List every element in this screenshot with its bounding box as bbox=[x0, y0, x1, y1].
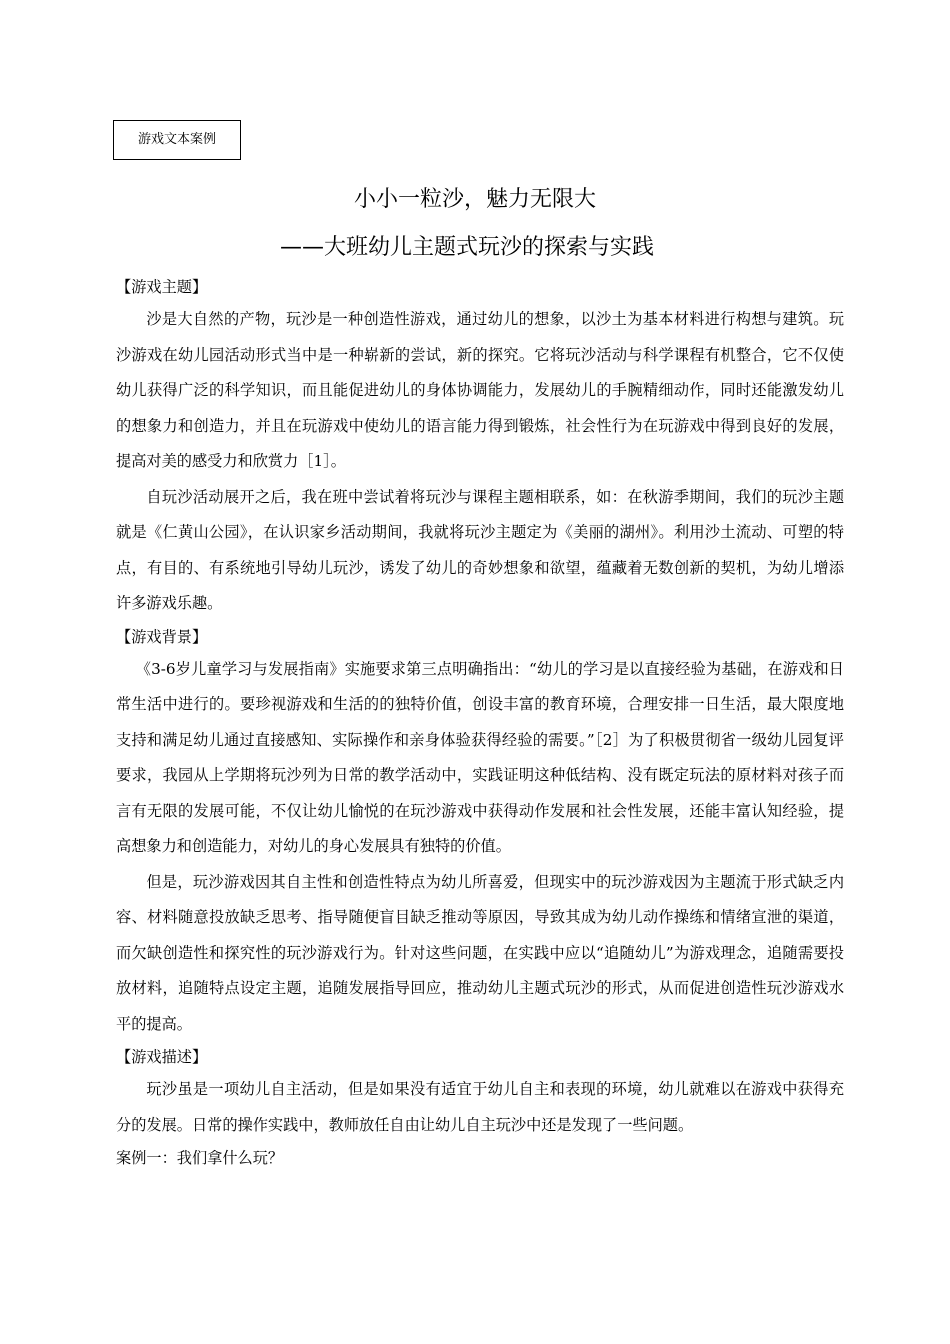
section-heading-background: 【游戏背景】 bbox=[116, 627, 208, 646]
paragraph: 沙是大自然的产物，玩沙是一种创造性游戏，通过幼儿的想象，以沙土为基本材料进行构想与建筑。玩沙游戏在幼儿园活动形式当中是一种崭新的尝试，新的探究。它将玩沙活动与科学课程有机整合，它不仅使幼儿获得广泛的科学知识，而且能促进幼儿的身体协调能力，发展幼儿的手腕精细动作，同时还能激发幼儿的想象力和创造力，并且在玩游戏中使幼儿的语言能力得到锻炼，社会性行为在玩游戏中得到良好的发展，提高对美的感受力和欣赏力［1］。 bbox=[116, 310, 844, 470]
paragraph: 《3-6岁儿童学习与发展指南》实施要求第三点明确指出：“幼儿的学习是以直接经验为基础，在游戏和日常生活中进行的。要珍视游戏和生活的的独特价值，创设丰富的教育环境，合理安排一日生活，最大限度地支持和满足幼儿通过直接感知、实际操作和亲身体验获得经验的需要。”［2］为了积极贯彻省一级幼儿园复评要求，我园从上学期将玩沙列为日常的教学活动中，实践证明这种低结构、没有既定玩法的原材料对孩子而言有无限的发展可能，不仅让幼儿愉悦的在玩沙游戏中获得动作发展和社会性发展，还能丰富认知经验，提高想象力和创造能力，对幼儿的身心发展具有独特的价值。 bbox=[116, 659, 844, 855]
paragraph: 自玩沙活动展开之后，我在班中尝试着将玩沙与课程主题相联系，如：在秋游季期间，我们的玩沙主题就是《仁黄山公园》，在认识家乡活动期间，我就将玩沙主题定为《美丽的湖州》。利用沙土流动、可塑的特点，有目的、有系统地引导幼儿玩沙，诱发了幼儿的奇妙想象和欲望，蕴藏着无数创新的契机，为幼儿增添许多游戏乐趣。 bbox=[116, 487, 844, 612]
case-title: 案例一：我们拿什么玩？ bbox=[116, 1149, 284, 1167]
paragraph: 玩沙虽是一项幼儿自主活动，但是如果没有适宜于幼儿自主和表现的环境，幼儿就难以在游戏中获得充分的发展。日常的操作实践中，教师放任自由让幼儿自主玩沙中还是发现了一些问题。 bbox=[116, 1080, 844, 1134]
section-heading-description: 【游戏描述】 bbox=[116, 1048, 208, 1066]
doc-title: 小小一粒沙，魅力无限大 bbox=[353, 187, 596, 212]
doc-tag: 游戏文本案例 bbox=[113, 120, 241, 160]
section-heading-theme: 【游戏主题】 bbox=[116, 278, 208, 296]
paragraph: 但是，玩沙游戏因其自主性和创造性特点为幼儿所喜爱，但现实中的玩沙游戏因为主题流于形式缺乏内容、材料随意投放缺乏思考、指导随便盲目缺乏推动等原因，导致其成为幼儿动作操练和情绪宣泄的渠道，而欠缺创造性和探究性的玩沙游戏行为。针对这些问题，在实践中应以“追随幼儿”为游戏理念，追随需要投放材料，追随特点设定主题，追随发展指导回应，推动幼儿主题式玩沙的形式，从而促进创造性玩沙游戏水平的提高。 bbox=[116, 872, 844, 1033]
doc-body bbox=[116, 272, 844, 1173]
doc-subtitle: ——大班幼儿主题式玩沙的探索与实践 bbox=[280, 235, 655, 260]
